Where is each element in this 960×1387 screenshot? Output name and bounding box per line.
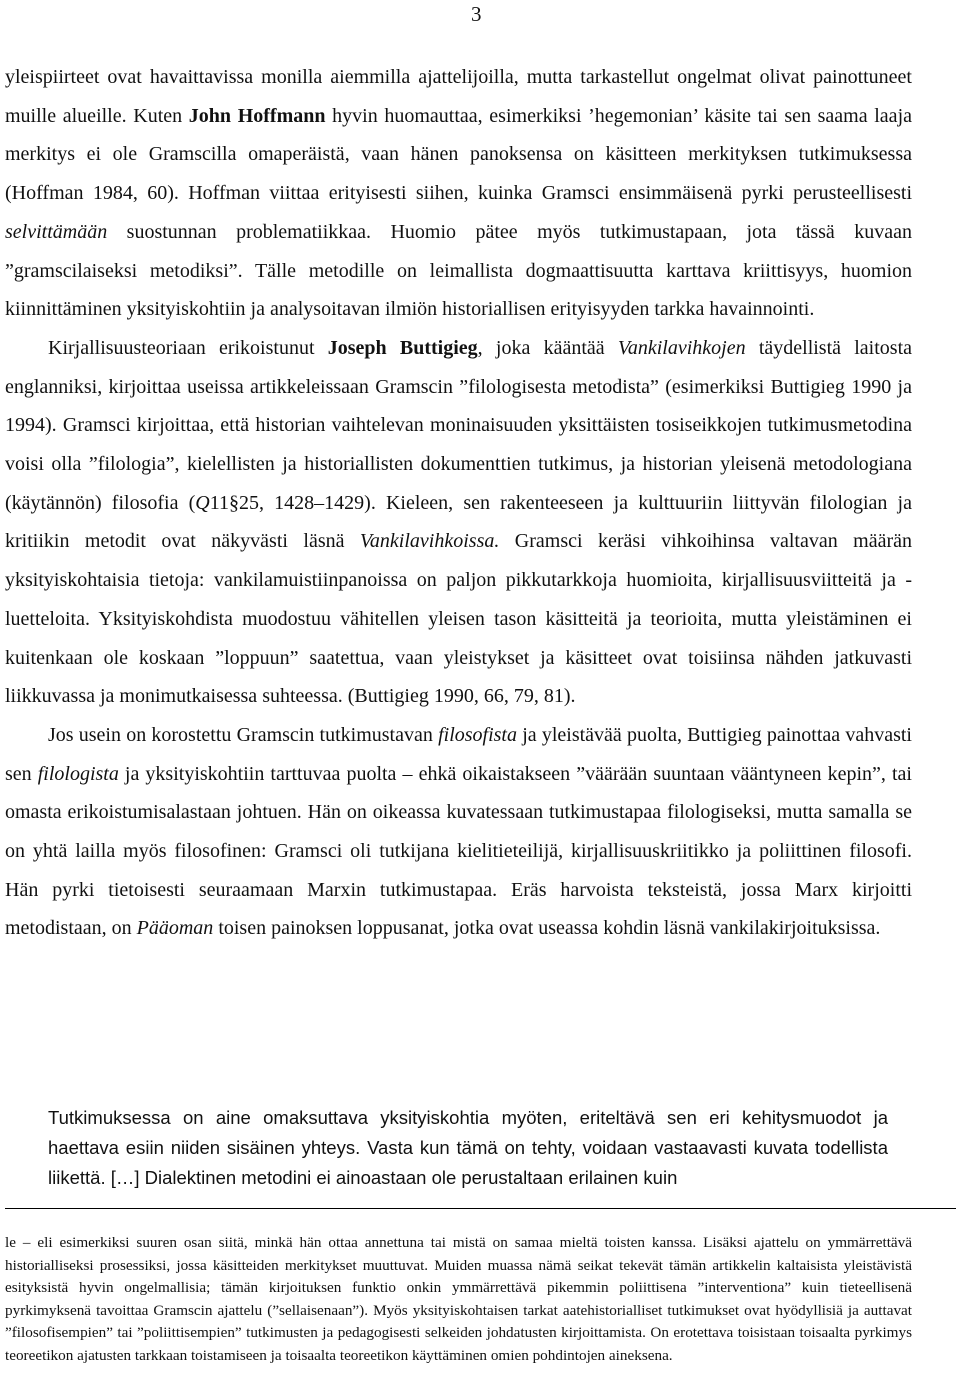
bold-name: Joseph Buttigieg [327,336,478,359]
body-paragraph [5,716,912,948]
text-run: Jos usein on korostettu Gramscin tutkimustavan [48,723,439,746]
page-number: 3 [471,2,482,26]
text-run: ja yksityiskohtiin tarttuvaa puolta – ehkä oikaistakseen ”väärään suuntaan vääntyneen kepin”, tai omasta erikoistumisalastaan johtuen. Hän on oikeassa kuvatessaan tutkimustapaa filologiseksi, mutta samalla se on yhtä lailla myös filosofinen: Gramsci oli tutkijana kielitieteilijä, kirjallisuuskriitikko ja poliittinen filosofi. Hän pyrki tietoisesti seuraamaan Marxin tutkimustapaa. Eräs harvoista teksteistä, jossa Marx kirjoitti metodistaan, on [5,762,912,940]
italic-term: filosofista [438,723,517,746]
text-run: Kirjallisuusteoriaan erikoistunut [48,336,328,359]
text-run: Gramsci keräsi vihkoihinsa valtavan määrän yksityiskohtaisia tietoja: vankilamuistiinpanoissa on paljon pikkutarkkoja huomioita, kirjallisuusviitteitä ja -luetteloita. Yksityiskohdista muodostuu vähitellen yleisen tason käsitteitä ja teorioita, mutta yleistäminen ei kuitenkaan ole koskaan ”loppuun” saatettua, vaan yleistykset ja käsitteet ovat toisiinsa nähden jatkuvasti liikkuvassa ja monimutkaisessa suhteessa. (Buttigieg 1990, 66, 79, 81). [5,530,912,708]
italic-term: Pääoman [136,917,214,940]
body-paragraph [5,58,912,329]
italic-term: Vankilavihkojen [617,336,746,359]
footnote: le – eli esimerkiksi suuren osan siitä, minkä hän ottaa annettuna tai mistä on samaa mieltä toisten kanssa. Lisäksi ajattelu on ymmärrettävä historialliseksi prosessiksi, jossa käsitteiden merkitykset muuttuvat. Muiden muassa nämä seikat tekevät tämän artikkelin kaltaisista yleistävistä esityksistä hyvin ongelmallisia; tämän kirjoituksen funktio onkin ymmärrettävä pikemmin poliittisena ”interventiona” kuin tieteellisenä pyrkimyksenä tavoittaa Gramscin ajattelu (”sellaisenaan”). Myös yksityiskohtaisen tarkat aatehistorialliset tutkimukset ovat hyödyllisiä ja auttavat ”filosofisempien” tai ”poliittisempien” tutkimusten ja pedagogisesti selkeiden johdatusten kirjoittamista. On erotettava toisistaan toisaalta pyrkimys teoreetikon ajatusten tarkkaan toistamiseen ja toisaalta teoreetikon käyttäminen omien pohdintojen aineksena. [5,1234,912,1364]
italic-term: selvittämään [5,220,108,243]
text-run: ja yleistävää puolta, Buttigieg painottaa vahvasti sen [5,723,912,785]
text-run: yleispiirteet ovat havaittavissa monilla aiemmilla ajattelijoilla, mutta tarkastellut ongelmat olivat painottuneet muille alueille. Kuten [5,66,912,127]
italic-term: filologista [37,762,119,785]
bold-name: John Hoffmann [188,104,326,127]
body-paragraph [5,329,912,716]
text-run: hyvin huomauttaa, esimerkiksi ’hegemonian’ käsite tai sen saama laaja merkitys ei ole Gramscilla omaperäistä, vaan hänen panoksensa on käsitteen merkityksen tutkimuksessa (Hoffman 1984, 60). Hoffman viittaa erityisesti siihen, kuinka Gramsci ensimmäisenä pyrki perusteellisesti [5,104,912,205]
footnote-divider [5,1208,956,1209]
italic-term: Q [195,491,210,514]
text-run: 11§25, 1428–1429). Kieleen, sen rakenteeseen ja kulttuuriin liittyvän filologian ja kritiikin metodit ovat näkyvästi läsnä [5,491,912,553]
body-text [5,58,912,948]
block-quote: Tutkimuksessa on aine omaksuttava yksityiskohtia myöten, eriteltävä sen eri kehitysmuodot ja haettava esiin niiden sisäinen yhteys. Vasta kun tämä on tehty, voidaan vastaavasti kuvata todellista liikettä. […] Dialektinen metodini ei ainoastaan ole perustaltaan erilainen kuin [48,1107,888,1188]
text-run: täydellistä laitosta englanniksi, kirjoittaa useissa artikkeleissaan Gramscin ”filologisesta metodista” (esimerkiksi Buttigieg 1990 ja 1994). Gramsci kirjoittaa, että historian vaihtelevan moninaisuuden yksittäisten tosiseikkojen tutkimusmetodina voisi olla ”filologia”, kielellisten ja historiallisten dokumenttien tutkimus, ja historian yleisenä metodologiana (käytännön) filosofia ( [5,336,913,514]
text-run: toisen painoksen loppusanat, jotka ovat useassa kohdin läsnä vankilakirjoituksissa. [213,917,881,940]
text-run: , joka kääntää [477,336,618,359]
text-run: suostunnan problematiikkaa. Huomio pätee myös tutkimustapaan, jota tässä kuvaan ”gramscilaiseksi metodiksi”. Tälle metodille on leimallista dogmaattisuutta karttava kriittisyys, huomion kiinnittäminen yksityiskohtiin ja analysoitavan ilmiön historiallisen erityisyyden tarkka havainnointi. [5,220,912,321]
italic-term: Vankilavihkoissa. [359,530,500,553]
